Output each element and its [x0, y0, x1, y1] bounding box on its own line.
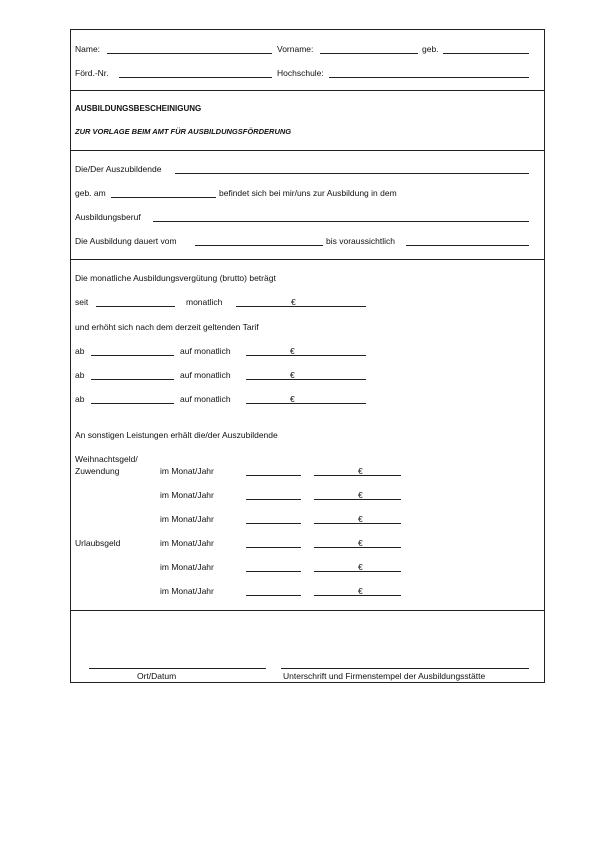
euro-sign: €	[290, 346, 295, 356]
euro-sign: €	[358, 538, 363, 548]
auf-monatlich-label: auf monatlich	[180, 346, 231, 356]
euro-sign: €	[358, 586, 363, 596]
ab-label: ab	[75, 346, 85, 356]
monat-jahr-label: im Monat/Jahr	[160, 514, 214, 524]
monat-jahr-label: im Monat/Jahr	[160, 490, 214, 500]
monat-jahr-label: im Monat/Jahr	[160, 466, 214, 476]
euro-sign: €	[358, 514, 363, 524]
monat-jahr-field[interactable]	[246, 475, 301, 476]
ab-field-2[interactable]	[91, 379, 174, 380]
zuwendung-label: Zuwendung	[75, 466, 120, 476]
weihnachtsgeld-label: Weihnachtsgeld/	[75, 454, 138, 464]
name-label: Name:	[75, 44, 101, 54]
ab-field-1[interactable]	[91, 355, 174, 356]
euro-sign: €	[290, 394, 295, 404]
hochschule-field[interactable]	[329, 77, 529, 78]
seit-label: seit	[75, 297, 89, 307]
divider	[71, 90, 544, 91]
euro-sign: €	[291, 297, 296, 307]
monat-jahr-field[interactable]	[246, 523, 301, 524]
seit-field[interactable]	[96, 306, 175, 307]
monat-jahr-field[interactable]	[246, 571, 301, 572]
ab-label: ab	[75, 370, 85, 380]
euro-sign: €	[290, 370, 295, 380]
auf-monatlich-field-3[interactable]	[246, 403, 366, 404]
auf-monatlich-field-2[interactable]	[246, 379, 366, 380]
ort-datum-label: Ort/Datum	[137, 671, 177, 681]
foerd-nr-field[interactable]	[119, 77, 272, 78]
beruf-label: Ausbildungsberuf	[75, 212, 141, 222]
hochschule-label: Hochschule:	[277, 68, 324, 78]
urlaubsgeld-label: Urlaubsgeld	[75, 538, 121, 548]
beruf-field[interactable]	[153, 221, 529, 222]
divider	[71, 259, 544, 260]
salary-intro: Die monatliche Ausbildungsvergütung (brutto) beträgt	[75, 273, 276, 283]
auf-monatlich-field-1[interactable]	[246, 355, 366, 356]
dauert-label: Die Ausbildung dauert vom	[75, 236, 177, 246]
bis-field[interactable]	[406, 245, 529, 246]
euro-sign: €	[358, 466, 363, 476]
auszubildende-label: Die/Der Auszubildende	[75, 164, 162, 174]
vorname-label: Vorname:	[277, 44, 314, 54]
auszubildende-field[interactable]	[175, 173, 529, 174]
bis-label: bis voraussichtlich	[326, 236, 395, 246]
geb-am-label: geb. am	[75, 188, 106, 198]
monat-jahr-field[interactable]	[246, 547, 301, 548]
divider	[71, 610, 544, 611]
monat-jahr-label: im Monat/Jahr	[160, 562, 214, 572]
unterschrift-label: Unterschrift und Firmenstempel der Ausbildungsstätte	[283, 671, 486, 681]
monatlich-label: monatlich	[186, 297, 223, 307]
divider	[71, 150, 544, 151]
name-field[interactable]	[107, 53, 272, 54]
sonstige-text: An sonstigen Leistungen erhält die/der Auszubildende	[75, 430, 278, 440]
befindet-text: befindet sich bei mir/uns zur Ausbildung in dem	[219, 188, 397, 198]
auf-monatlich-label: auf monatlich	[180, 370, 231, 380]
vorname-field[interactable]	[320, 53, 418, 54]
ab-field-3[interactable]	[91, 403, 174, 404]
euro-sign: €	[358, 490, 363, 500]
form-subtitle: ZUR VORLAGE BEIM AMT FÜR AUSBILDUNGSFÖRDERUNG	[75, 127, 292, 136]
ort-datum-field[interactable]	[89, 668, 266, 669]
monatlich-field[interactable]	[236, 306, 366, 307]
form-title: AUSBILDUNGSBESCHEINIGUNG	[75, 104, 202, 113]
geb-field[interactable]	[443, 53, 529, 54]
monat-jahr-label: im Monat/Jahr	[160, 586, 214, 596]
ab-label: ab	[75, 394, 85, 404]
monat-jahr-field[interactable]	[246, 595, 301, 596]
geb-am-field[interactable]	[111, 197, 216, 198]
tarif-text: und erhöht sich nach dem derzeit geltenden Tarif	[75, 322, 259, 332]
unterschrift-field[interactable]	[281, 668, 529, 669]
geb-label: geb.	[422, 44, 439, 54]
form-frame	[70, 29, 545, 683]
monat-jahr-label: im Monat/Jahr	[160, 538, 214, 548]
euro-sign: €	[358, 562, 363, 572]
foerd-nr-label: Förd.-Nr.	[75, 68, 109, 78]
dauert-von-field[interactable]	[195, 245, 323, 246]
auf-monatlich-label: auf monatlich	[180, 394, 231, 404]
monat-jahr-field[interactable]	[246, 499, 301, 500]
